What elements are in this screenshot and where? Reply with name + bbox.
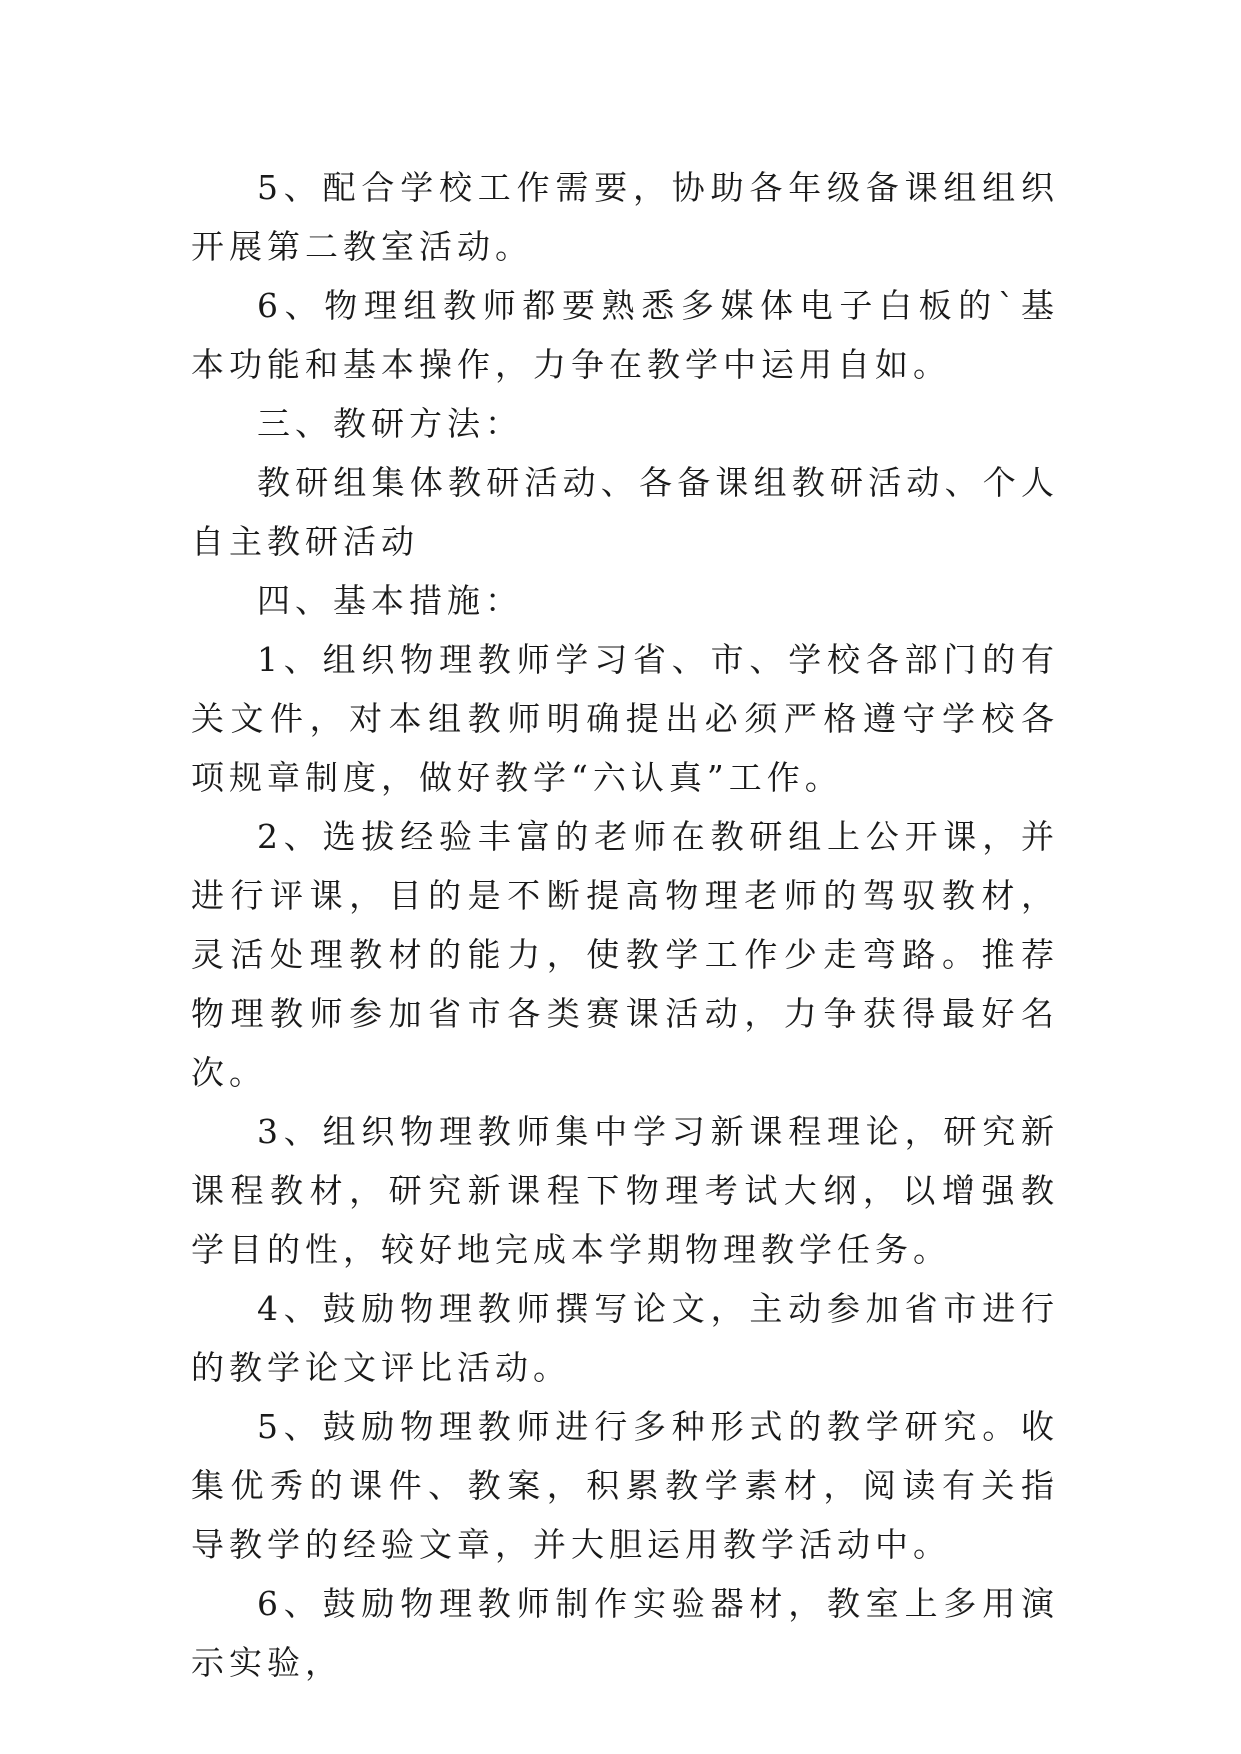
paragraph-measure-6: 6、鼓励物理教师制作实验器材，教室上多用演示实验， [191, 1584, 1059, 1682]
paragraph-measure-5: 5、鼓励物理教师进行多种形式的教学研究。收集优秀的课件、教案，积累教学素材，阅读有关指导教学的经验文章，并大胆运用教学活动中。 [191, 1407, 1059, 1564]
section-heading-research-methods: 三、教研方法： [257, 404, 523, 443]
section-heading-basic-measures: 四、基本措施： [257, 581, 523, 620]
paragraph-item-6-whiteboard: 6、物理组教师都要熟悉多媒体电子白板的`基本功能和基本操作，力争在教学中运用自如。 [191, 286, 1059, 384]
paragraph-measure-1: 1、组织物理教师学习省、市、学校各部门的有关文件，对本组教师明确提出必须严格遵守学校各项规章制度，做好教学“六认真”工作。 [191, 640, 1059, 797]
paragraph-measure-3: 3、组织物理教师集中学习新课程理论，研究新课程教材，研究新课程下物理考试大纲，以增强教学目的性，较好地完成本学期物理教学任务。 [191, 1112, 1059, 1269]
paragraph-research-methods: 教研组集体教研活动、各备课组教研活动、个人自主教研活动 [191, 463, 1059, 561]
paragraph-measure-4: 4、鼓励物理教师撰写论文，主动参加省市进行的教学论文评比活动。 [191, 1289, 1059, 1387]
paragraph-item-5-second-classroom: 5、配合学校工作需要，协助各年级备课组组织开展第二教室活动。 [191, 168, 1059, 266]
paragraph-measure-2: 2、选拔经验丰富的老师在教研组上公开课，并进行评课，目的是不断提高物理老师的驾驭教材，灵活处理教材的能力，使教学工作少走弯路。推荐物理教师参加省市各类赛课活动，力争获得最好名次。 [191, 817, 1059, 1092]
document-body [191, 158, 1059, 1692]
